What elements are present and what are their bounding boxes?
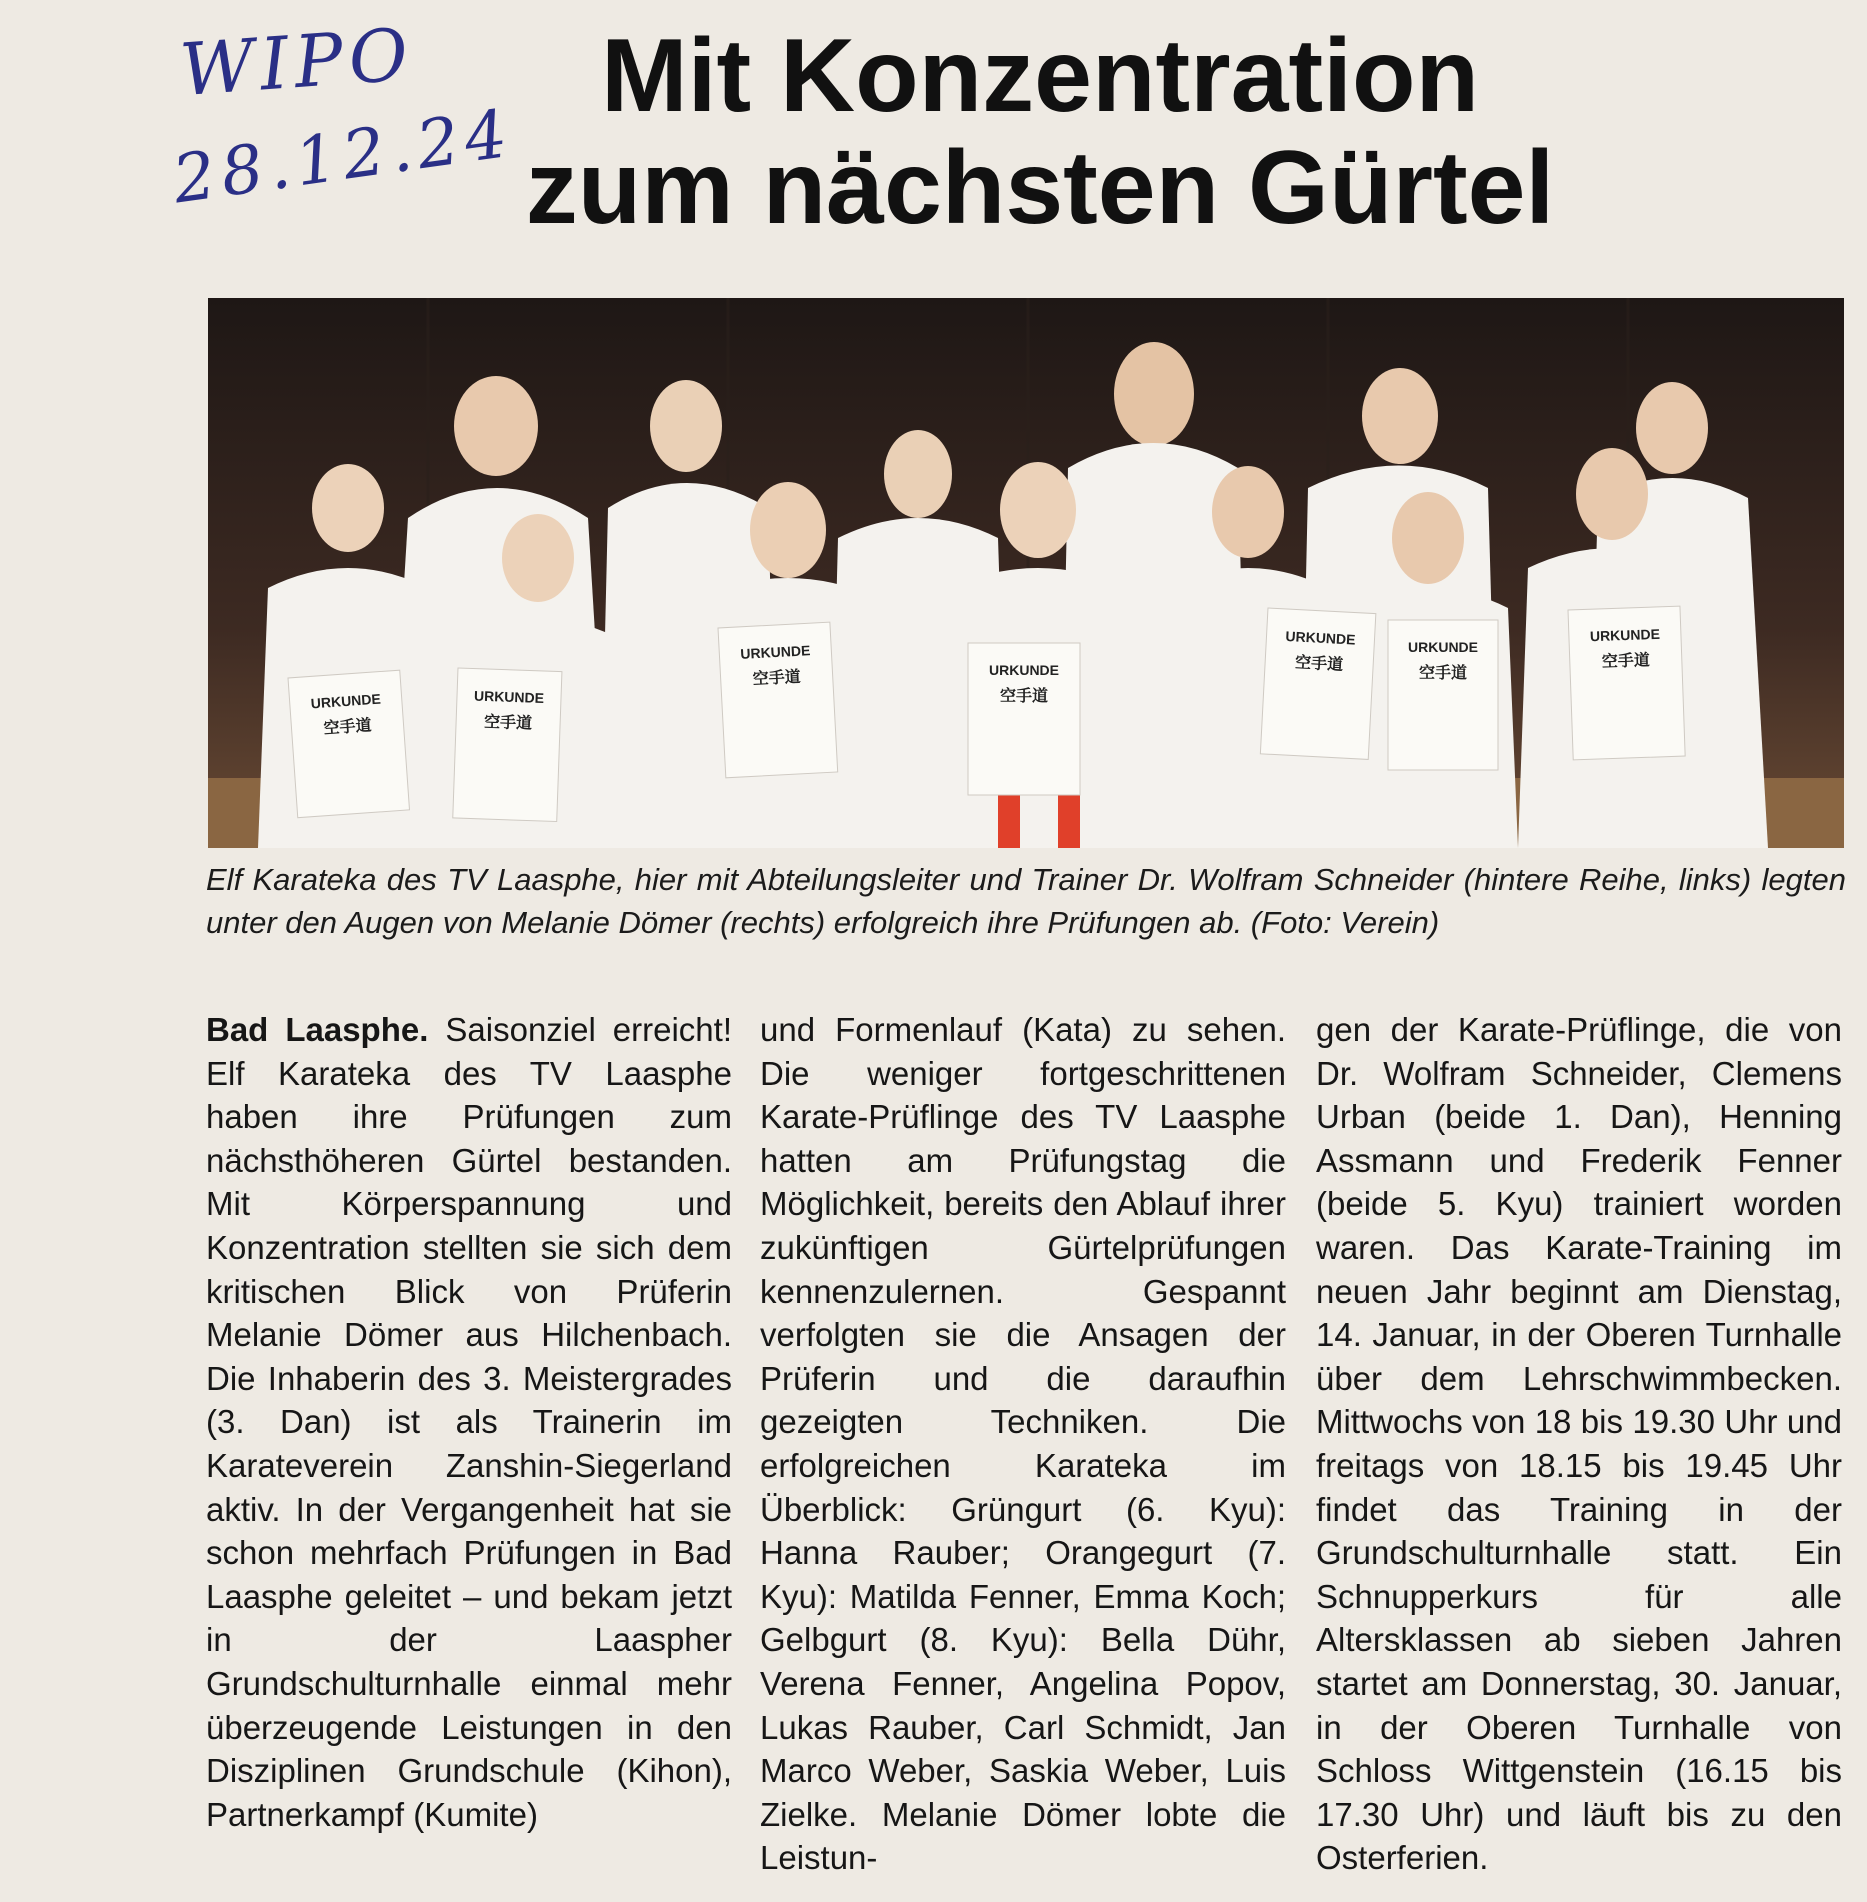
article-column-3 — [1316, 1008, 1842, 1880]
certificate-kanji: 空手道 — [323, 717, 373, 738]
column-3-text: gen der Karate-Prüflinge, die von Dr. Wolfram Schneider, Clemens Urban (beide 1. Dan), Henning Assmann und Frederik Fenner (beide 5. Kyu) trainiert worden waren. Das Karate-Training im neuen Jahr beginnt am Dienstag, 14. Januar, in der Oberen Turnhalle über dem Lehrschwimmbecken. Mittwochs von 18 bis 19.30 Uhr und freitags von 18.15 bis 19.45 Uhr findet das Training in der Grundschulturnhalle statt. Ein Schnupperkurs für alle Altersklassen ab sieben Jahren startet am Donnerstag, 30. Januar, in der Oberen Turnhalle von Schloss Wittgenstein (16.15 bis 17.30 Uhr) und läuft bis zu den Osterferien. — [1316, 1011, 1842, 1877]
certificate-label: URKUNDE — [1285, 627, 1356, 648]
headline — [380, 20, 1700, 244]
article-paragraph — [206, 1008, 732, 1836]
article-column-1 — [206, 1008, 732, 1836]
certificate-label: URKUNDE — [1408, 639, 1478, 655]
certificate-label: URKUNDE — [1589, 625, 1661, 645]
article-column-2 — [760, 1008, 1286, 1880]
handwritten-source: WIPO — [177, 11, 417, 113]
column-2-text: und Formenlauf (Kata) zu sehen. Die weniger fortgeschrittenen Karate-Prüflinge des TV Laasphe hatten am Prüfungstag die Möglichkeit, bereits den Ablauf ihrer zukünftigen Gürtelprüfungen kennenzulernen. Gespannt verfolgten sie die Ansagen der Prüferin und die daraufhin gezeigten Techniken. Die erfolgreichen Karateka im Überblick: Grüngurt (6. Kyu): Hanna Rauber; Orangegurt (7. Kyu): Matilda Fenner, Emma Koch; Gelbgurt (8. Kyu): Bella Dühr, Verena Fenner, Angelina Popov, Lukas Rauber, Carl Schmidt, Jan Marco Weber, Saskia Weber, Luis Zielke. Melanie Dömer lobte die Leistun- — [760, 1011, 1286, 1877]
certificate-label: URKUNDE — [310, 690, 382, 712]
headline-line-1: Mit Konzentration — [600, 18, 1480, 134]
dateline-place: Bad Laasphe. — [206, 1011, 429, 1048]
certificate-kanji: 空手道 — [999, 688, 1049, 705]
handwritten-date: 28.12.24 — [168, 94, 518, 219]
certificate-kanji: 空手道 — [1418, 665, 1468, 682]
column-1-text: Saisonziel erreicht! Elf Karateka des TV Laasphe haben ihre Prüfungen zum nächsthöheren Gürtel bestanden. Mit Körperspannung und Konzentration stellten sie sich dem kritischen Blick von Prüferin Melanie Dömer aus Hilchenbach. Die Inhaberin des 3. Meistergrades (3. Dan) ist als Trainerin im Karateverein Zanshin-Siegerland aktiv. In der Vergangenheit hat sie schon mehrfach Prüfungen in Bad Laasphe geleitet – und bekam jetzt in der Laaspher Grundschulturnhalle einmal mehr überzeugende Leistungen in den Disziplinen Grundschule (Kihon), Partnerkampf (Kumite) — [206, 1011, 733, 1833]
certificate-kanji: 空手道 — [752, 668, 802, 689]
certificate-kanji: 空手道 — [1294, 654, 1344, 674]
group-photo — [208, 298, 1844, 848]
certificate-label: URKUNDE — [473, 687, 545, 707]
photo-caption: Elf Karateka des TV Laasphe, hier mit Abteilungsleiter und Trainer Dr. Wolfram Schneider (hintere Reihe, links) legten unter den Augen von Melanie Dömer (rechts) erfolgreich ihre Prüfungen ab. (Foto: Verein) — [206, 862, 1846, 940]
certificate-label: URKUNDE — [989, 662, 1059, 678]
certificate-label: URKUNDE — [739, 642, 811, 662]
headline-line-2: zum nächsten Gürtel — [525, 130, 1555, 246]
certificate-kanji: 空手道 — [483, 713, 533, 733]
certificate-kanji: 空手道 — [1601, 652, 1651, 671]
group-photo-illustration — [208, 298, 1844, 848]
